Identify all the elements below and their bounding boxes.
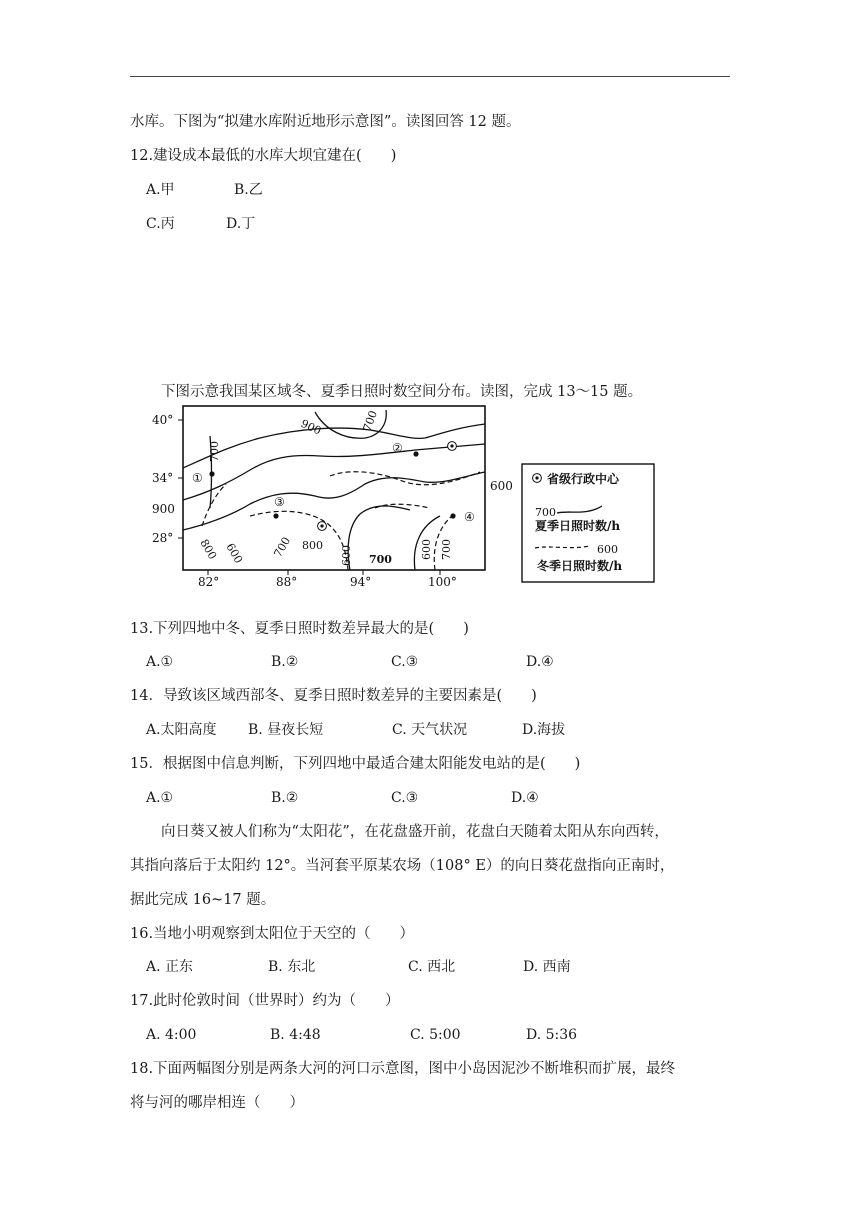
legend-winter-value: 600 [597, 543, 618, 556]
lon-label-100: 100° [428, 575, 457, 589]
q17-option-b: B. 4:48 [270, 1027, 321, 1043]
q17-option-a: A. 4:00 [146, 1027, 197, 1043]
question-12: 12.建设成本最低的水库大坝宜建在( ) [130, 148, 397, 164]
intro-sunflower-line2: 其指向落后于太阳约 12°。当河套平原某农场（108° E）的向日葵花盘指向正南时， [130, 858, 675, 874]
intro-sunflower-line3: 据此完成 16~17 题。 [130, 892, 276, 908]
lon-label-82: 82° [198, 575, 220, 589]
contour-label-600-se: 600 [420, 539, 433, 560]
q17-option-d: D. 5:36 [526, 1027, 578, 1043]
place-label-1: ① [192, 471, 203, 485]
lon-label-88: 88° [276, 575, 298, 589]
lat-label-28: 28° [152, 531, 174, 545]
contour-label-800-sw: 800 [197, 537, 220, 562]
contour-label-600-south: 600 [340, 545, 353, 566]
q14-option-c: C. 天气状况 [392, 722, 468, 738]
q13-option-b: B.② [271, 654, 299, 670]
legend-summer-label: 夏季日照时数/h [535, 519, 621, 533]
question-18-line2: 将与河的哪岸相连（ ） [130, 1095, 304, 1111]
question-17: 17.此时伦敦时间（世界时）约为（ ） [130, 993, 400, 1009]
contour-label-800-south: 800 [302, 539, 323, 552]
legend-winter-label: 冬季日照时数/h [537, 559, 623, 573]
q15-option-d: D.④ [511, 790, 539, 806]
contour-label-700-se: 700 [440, 539, 453, 560]
q14-option-a: A.太阳高度 [146, 722, 217, 738]
lat-label-34: 34° [152, 471, 174, 485]
contour-label-700-center: 700 [369, 553, 392, 566]
q17-option-c: C. 5:00 [410, 1027, 461, 1043]
legend-capital-label: 省级行政中心 [547, 472, 620, 486]
q15-option-b: B.② [271, 790, 299, 806]
question-15: 15．根据图中信息判断，下列四地中最适合建太阳能发电站的是( ) [130, 756, 581, 772]
q12-option-b: B.乙 [234, 182, 263, 198]
contour-label-900-west: 900 [152, 502, 175, 516]
header-rule [130, 76, 730, 77]
place-dot-1 [209, 471, 214, 476]
q16-option-a: A. 正东 [146, 959, 194, 975]
intro-sunflower-line1: 向日葵又被人们称为“太阳花”，在花盘盛开前，花盘白天随着太阳从东向西转， [161, 824, 669, 840]
question-18-line1: 18.下面两幅图分别是两条大河的河口示意图，图中小岛因泥沙不断堆积而扩展，最终 [130, 1061, 676, 1077]
q12-option-d: D.丁 [226, 216, 256, 232]
place-dot-2 [413, 451, 418, 456]
question-14: 14．导致该区域西部冬、夏季日照时数差异的主要因素是( ) [130, 688, 537, 704]
place-label-2: ② [392, 441, 403, 455]
question-16: 16.当地小明观察到太阳位于天空的（ ） [130, 926, 415, 942]
contour-label-600-sw: 600 [223, 541, 246, 566]
contour-label-700-south: 700 [271, 534, 294, 560]
contour-label-700-west: 700 [208, 441, 221, 462]
place-dot-4 [450, 513, 455, 518]
q12-option-c: C.丙 [146, 216, 175, 232]
q13-option-c: C.③ [391, 654, 419, 670]
contour-label-700-north: 700 [360, 408, 381, 434]
q14-option-b: B. 昼夜长短 [248, 722, 324, 738]
lat-label-40: 40° [152, 413, 174, 427]
lon-label-94: 94° [350, 575, 372, 589]
contour-label-900-north: 900 [298, 416, 324, 438]
q15-option-c: C.③ [391, 790, 419, 806]
q12-option-a: A.甲 [146, 182, 175, 198]
sunshine-hours-map [150, 398, 690, 592]
q14-option-d: D.海拔 [522, 722, 566, 738]
intro-sunshine-map: 下图示意我国某区域冬、夏季日照时数空间分布。读图，完成 13～15 题。 [161, 384, 643, 400]
intro-reservoir: 水库。下图为“拟建水库附近地形示意图”。读图回答 12 题。 [130, 114, 521, 130]
q15-option-a: A.① [146, 790, 174, 806]
q16-option-c: C. 西北 [408, 959, 456, 975]
q13-option-d: D.④ [526, 654, 554, 670]
place-label-3: ③ [274, 495, 285, 509]
place-dot-3 [273, 513, 278, 518]
q16-option-d: D. 西南 [523, 959, 571, 975]
legend-summer-value: 700 [535, 506, 556, 519]
place-label-4: ④ [464, 510, 475, 524]
q16-option-b: B. 东北 [268, 959, 316, 975]
question-13: 13.下列四地中冬、夏季日照时数差异最大的是( ) [130, 621, 469, 637]
q13-option-a: A.① [146, 654, 174, 670]
contour-label-600-east: 600 [490, 479, 513, 493]
